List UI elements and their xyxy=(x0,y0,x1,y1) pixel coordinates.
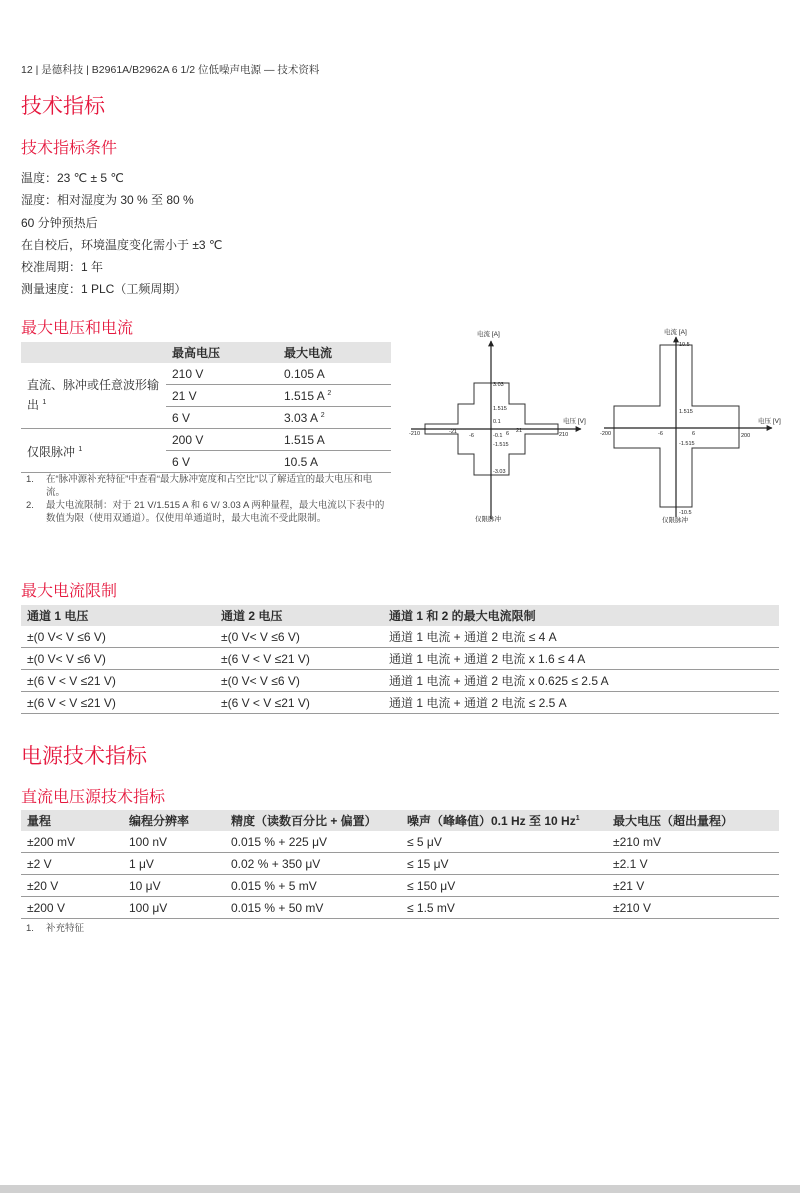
page-header: 12 | 是德科技 | B2961A/B2962A 6 1/2 位低噪声电源 — 技术资料 xyxy=(21,64,320,76)
max-vi-table xyxy=(21,342,391,473)
table-header-cell xyxy=(21,342,166,363)
table-header-cell: 编程分辨率 xyxy=(123,810,225,831)
condition-line: 湿度：相对湿度为 30 % 至 80 % xyxy=(21,193,194,208)
table-row xyxy=(21,363,391,385)
x-axis-label: 电压 [V] xyxy=(563,418,586,425)
table-row xyxy=(21,853,779,875)
max-current-title: 最大电流限制 xyxy=(21,583,118,600)
table-cell: 6 V xyxy=(166,407,278,429)
table-header-row xyxy=(21,605,779,626)
tick-label: -1.515 xyxy=(679,441,695,447)
power-spec-title: 电源技术指标 xyxy=(21,745,147,768)
tick-label: 1.515 xyxy=(679,409,693,415)
table-cell: 1 μV xyxy=(123,853,225,875)
table-cell: 210 V xyxy=(166,363,278,385)
footnote: 1. 在“脉冲源补充特征”中查看“最大脉冲宽度和占空比”以了解适宜的最大电压和电流。 xyxy=(26,474,373,498)
table-cell: 21 V xyxy=(166,385,278,407)
group-label: 仅限脉冲 $^1$ xyxy=(21,429,166,473)
table-header-cell: 精度（读数百分比 + 偏置） xyxy=(225,810,401,831)
table-cell: 0.015 % + 225 μV xyxy=(225,831,401,853)
table-header-cell: 量程 xyxy=(21,810,123,831)
operating-area-diagram-1 xyxy=(405,325,590,525)
y-axis-label: 电流 [A] xyxy=(664,329,687,336)
table-cell: ±(6 V < V ≤21 V) xyxy=(215,648,383,670)
operating-area-diagram-2 xyxy=(600,325,785,525)
table-cell: 0.105 A xyxy=(278,363,391,385)
table-cell: ±210 mV xyxy=(607,831,779,853)
table-row xyxy=(21,831,779,853)
caption: 仅限脉冲 xyxy=(662,517,688,524)
table-header-row xyxy=(21,342,391,363)
table-row xyxy=(21,897,779,919)
table-row xyxy=(21,875,779,897)
max-vi-title: 最大电压和电流 xyxy=(21,320,134,337)
tick-label: -3.03 xyxy=(493,469,506,475)
y-axis-label: 电流 [A] xyxy=(477,331,500,338)
power-spec-subtitle: 直流电压源技术指标 xyxy=(21,789,166,806)
table-cell: ≤ 15 μV xyxy=(401,853,607,875)
dc-voltage-spec-table xyxy=(21,810,779,919)
tick-label: 200 xyxy=(741,433,751,439)
table-header-cell: 通道 2 电压 xyxy=(215,605,383,626)
table-cell: 200 V xyxy=(166,429,278,451)
table-cell: 3.03 A $^2$ xyxy=(278,407,391,429)
table-header-cell: 通道 1 和 2 的最大电流限制 xyxy=(383,605,779,626)
table-cell: 6 V xyxy=(166,451,278,473)
tick-label: 3.03 xyxy=(493,382,504,388)
table-row xyxy=(21,648,779,670)
tick-label: -210 xyxy=(409,431,421,437)
table-cell: ±(6 V < V ≤21 V) xyxy=(21,692,215,714)
table-cell: ≤ 150 μV xyxy=(401,875,607,897)
table-cell: 100 μV xyxy=(123,897,225,919)
table-cell: ±(0 V< V ≤6 V) xyxy=(21,626,215,648)
table-cell: ±2.1 V xyxy=(607,853,779,875)
table-header-row xyxy=(21,810,779,831)
table-cell: ±210 V xyxy=(607,897,779,919)
table-cell: 通道 1 电流 + 通道 2 电流 x 1.6 ≤ 4 A xyxy=(383,648,779,670)
table-cell: ±(0 V< V ≤6 V) xyxy=(215,626,383,648)
table-cell: ±200 mV xyxy=(21,831,123,853)
table-row xyxy=(21,429,391,451)
table-cell: ±(0 V< V ≤6 V) xyxy=(21,648,215,670)
table-header-cell: 最大电压（超出量程） xyxy=(607,810,779,831)
table-cell: ±21 V xyxy=(607,875,779,897)
tick-label: 21 xyxy=(516,428,523,434)
condition-line: 测量速度：1 PLC（工频周期） xyxy=(21,282,187,297)
table-row xyxy=(21,626,779,648)
tick-label: 6 xyxy=(506,431,510,437)
table-row xyxy=(21,692,779,714)
caption: 仅限脉冲 xyxy=(475,516,501,523)
table-cell: 100 nV xyxy=(123,831,225,853)
table-cell: ±20 V xyxy=(21,875,123,897)
table-cell: 0.015 % + 5 mV xyxy=(225,875,401,897)
tick-label: -6 xyxy=(469,433,474,439)
x-axis-label: 电压 [V] xyxy=(758,418,781,425)
table-cell: 1.515 A $^2$ xyxy=(278,385,391,407)
tick-label: 10.5 xyxy=(679,342,690,348)
page-title: 技术指标 xyxy=(21,95,105,118)
table-cell: 10.5 A xyxy=(278,451,391,473)
condition-line: 校准周期：1 年 xyxy=(21,260,104,275)
table-cell: ±2 V xyxy=(21,853,123,875)
table-header-cell: 通道 1 电压 xyxy=(21,605,215,626)
page-bottom-bar xyxy=(0,1185,800,1193)
tick-label: -10.5 xyxy=(679,510,692,516)
group-label: 直流、脉冲或任意波形输出 $^1$ xyxy=(21,363,166,429)
table-cell: ±(0 V< V ≤6 V) xyxy=(215,670,383,692)
table-header-cell: 最高电压 xyxy=(166,342,278,363)
table-cell: ±(6 V < V ≤21 V) xyxy=(215,692,383,714)
table-cell: ±(6 V < V ≤21 V) xyxy=(21,670,215,692)
power-spec-footnote: 1. 补充特征 xyxy=(26,923,85,934)
table-header-cell: 噪声（峰峰值）0.1 Hz 至 10 Hz$^1$ xyxy=(401,810,607,831)
table-header-cell: 最大电流 xyxy=(278,342,391,363)
max-current-table xyxy=(21,605,779,714)
tick-label: -200 xyxy=(600,431,612,437)
table-cell: 通道 1 电流 + 通道 2 电流 x 0.625 ≤ 2.5 A xyxy=(383,670,779,692)
table-cell: 0.02 % + 350 μV xyxy=(225,853,401,875)
table-cell: 10 μV xyxy=(123,875,225,897)
tick-label: 6 xyxy=(692,431,696,437)
footnote: 2. 最大电流限制：对于 21 V/1.515 A 和 6 V/ 3.03 A 两种量程，最大电流以下表中的数值为限（使用双通道）。仅使用单通道时，最大电流不受此限制。 xyxy=(26,500,385,524)
condition-line: 温度：23 ℃ ± 5 ℃ xyxy=(21,171,124,185)
table-cell: 1.515 A xyxy=(278,429,391,451)
table-cell: 通道 1 电流 + 通道 2 电流 ≤ 4 A xyxy=(383,626,779,648)
table-cell: 0.015 % + 50 mV xyxy=(225,897,401,919)
table-cell: ≤ 5 μV xyxy=(401,831,607,853)
table-cell: ±200 V xyxy=(21,897,123,919)
tick-label: -6 xyxy=(658,431,663,437)
max-vi-notes xyxy=(26,474,386,526)
table-cell: 通道 1 电流 + 通道 2 电流 ≤ 2.5 A xyxy=(383,692,779,714)
conditions-title: 技术指标条件 xyxy=(21,140,118,157)
tick-label: 0.1 xyxy=(493,419,501,425)
table-cell: ≤ 1.5 mV xyxy=(401,897,607,919)
conditions-list xyxy=(21,167,222,301)
tick-label: 1.515 xyxy=(493,406,507,412)
condition-line: 在自校后，环境温度变化需小于 ±3 ℃ xyxy=(21,237,223,252)
tick-label: -21 xyxy=(449,429,457,435)
table-row xyxy=(21,670,779,692)
condition-line: 60 分钟预热后 xyxy=(21,215,98,230)
tick-label: -0.1 xyxy=(493,433,503,439)
tick-label: -1.515 xyxy=(493,442,509,448)
tick-label: 210 xyxy=(559,432,569,438)
